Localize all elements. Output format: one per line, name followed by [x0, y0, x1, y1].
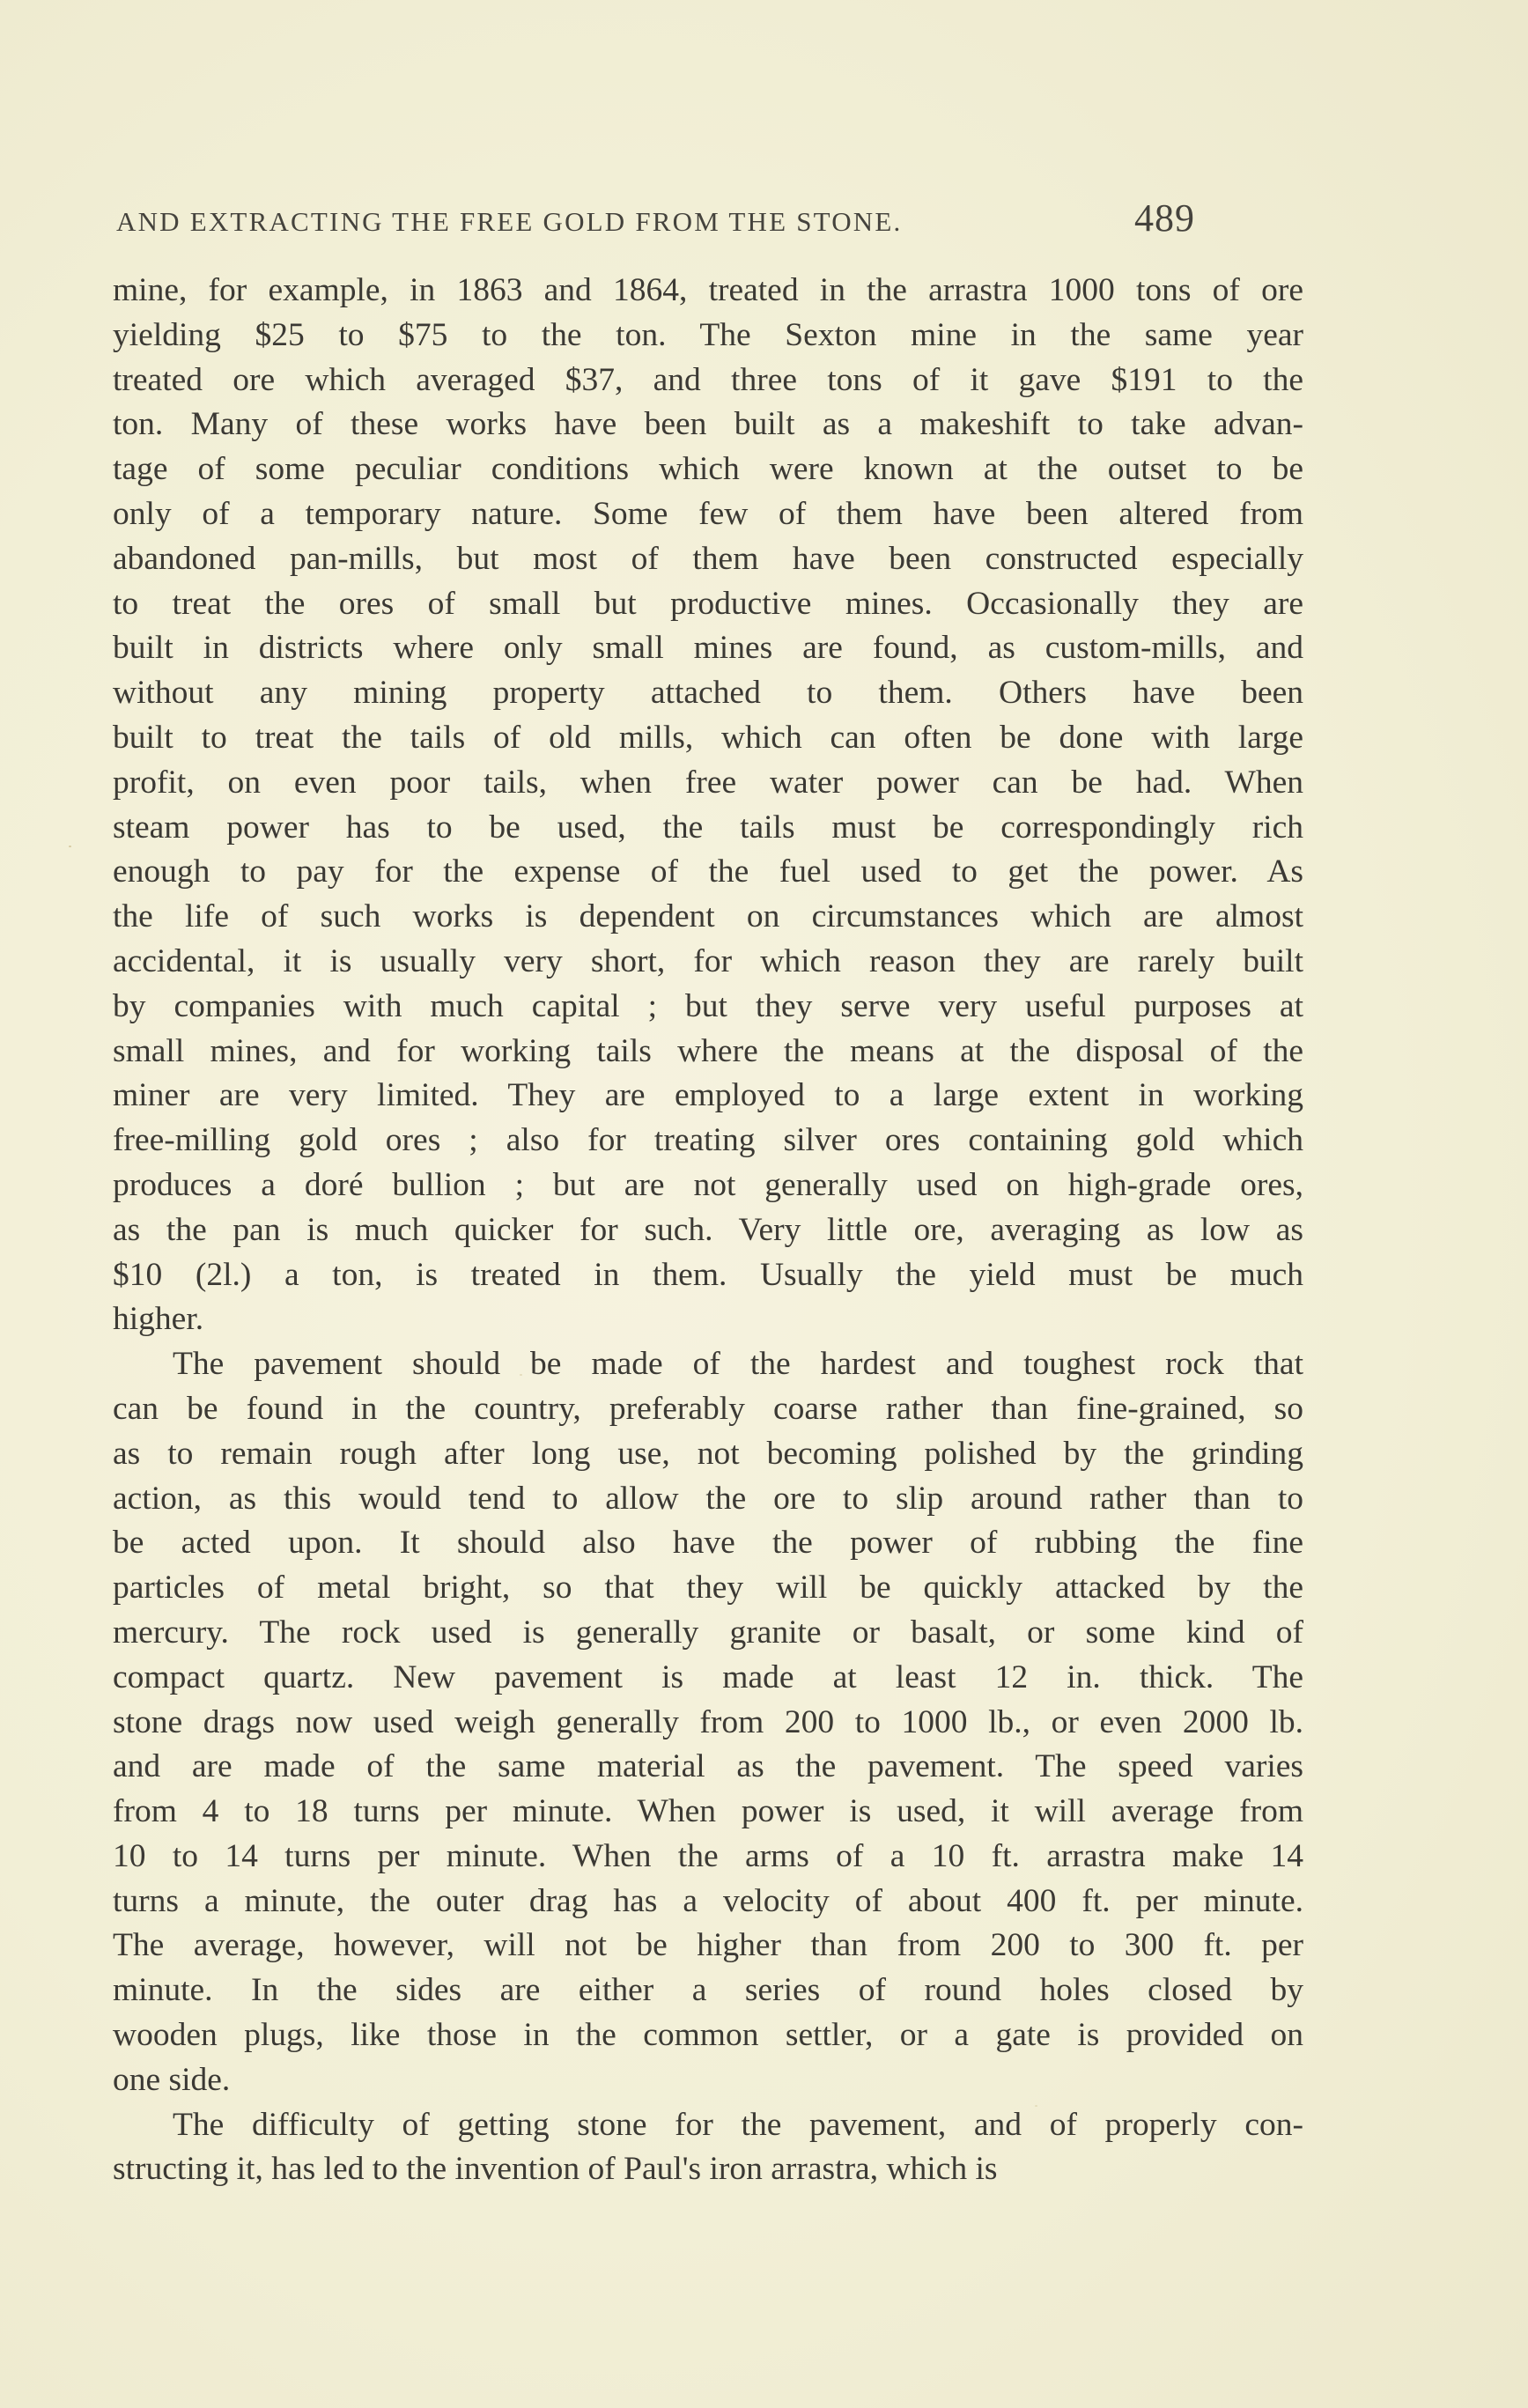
text-line: ton. Many of these works have been built as a makeshift to take advan- [113, 406, 1303, 443]
text-line: from 4 to 18 turns per minute. When power is used, it will average from [113, 1793, 1303, 1830]
text-line: mine, for example, in 1863 and 1864, treated in the arrastra 1000 tons of ore [113, 272, 1303, 308]
paper-speck [1035, 2105, 1037, 2107]
text-line: profit, on even poor tails, when free water power can be had. When [113, 764, 1303, 801]
text-line: only of a temporary nature. Some few of them have been altered from [113, 495, 1303, 532]
text-line: particles of metal bright, so that they will be quickly attacked by the [113, 1570, 1303, 1607]
text-line: built to treat the tails of old mills, which can often be done with large [113, 719, 1303, 756]
text-line: 10 to 14 turns per minute. When the arms of a 10 ft. arrastra make 14 [113, 1837, 1303, 1874]
text-line: to treat the ores of small but productive mines. Occasionally they are [113, 585, 1303, 622]
text-line: The average, however, will not be higher than from 200 to 300 ft. per [113, 1927, 1303, 1964]
text-line: as the pan is much quicker for such. Very little ore, averaging as low as [113, 1211, 1303, 1248]
text-line: free-milling gold ores ; also for treating silver ores containing gold which [113, 1122, 1303, 1159]
text-line: wooden plugs, like those in the common settler, or a gate is provided on [113, 2017, 1303, 2054]
text-line: yielding $25 to $75 to the ton. The Sexton mine in the same year [113, 316, 1303, 353]
text-line: steam power has to be used, the tails must be correspondingly rich [113, 809, 1303, 846]
running-title: AND EXTRACTING THE FREE GOLD FROM THE STONE. [116, 206, 903, 237]
text-line: be acted upon. It should also have the power of rubbing the fine [113, 1525, 1303, 1562]
text-line: abandoned pan-mills, but most of them have been constructed especially [113, 540, 1303, 577]
text-line: built in districts where only small mines are found, as custom-mills, and [113, 630, 1303, 667]
text-line: stone drags now used weigh generally from 200 to 1000 lb., or even 2000 lb. [113, 1703, 1303, 1740]
paragraph [113, 269, 1303, 1342]
text-line: action, as this would tend to allow the ore to slip around rather than to [113, 1480, 1303, 1517]
text-line: tage of some peculiar conditions which were known at the outset to be [113, 451, 1303, 488]
text-line: The pavement should be made of the hardest and toughest rock that [173, 1346, 1303, 1383]
text-line: one side. [113, 2061, 231, 2098]
text-line: accidental, it is usually very short, for which reason they are rarely built [113, 942, 1303, 979]
text-line: treated ore which averaged $37, and three tons of it gave $191 to the [113, 361, 1303, 398]
text-line: higher. [113, 1301, 204, 1338]
running-head [116, 196, 1195, 240]
text-line: and are made of the same material as the pavement. The speed varies [113, 1748, 1303, 1785]
text-line: The difficulty of getting stone for the pavement, and of properly con- [173, 2106, 1303, 2143]
text-line: miner are very limited. They are employed to a large extent in working [113, 1077, 1303, 1114]
paper-speck [520, 1374, 522, 1376]
text-line: structing it, has led to the invention of Paul's iron arrastra, which is [113, 2151, 998, 2188]
text-line: the life of such works is dependent on circumstances which are almost [113, 898, 1303, 935]
text-line: $10 (2l.) a ton, is treated in them. Usually the yield must be much [113, 1256, 1303, 1293]
text-line: minute. In the sides are either a series of round holes closed by [113, 1972, 1303, 2009]
text-line: compact quartz. New pavement is made at least 12 in. thick. The [113, 1658, 1303, 1695]
paragraph [113, 1342, 1303, 2103]
text-line: can be found in the country, preferably coarse rather than fine-grained, so [113, 1390, 1303, 1427]
text-line: by companies with much capital ; but they serve very useful purposes at [113, 987, 1303, 1024]
text-line: without any mining property attached to them. Others have been [113, 675, 1303, 712]
text-line: turns a minute, the outer drag has a velocity of about 400 ft. per minute. [113, 1882, 1303, 1919]
text-line: produces a doré bullion ; but are not generally used on high-grade ores, [113, 1166, 1303, 1203]
page-number: 489 [1134, 196, 1195, 240]
text-line: mercury. The rock used is generally granite or basalt, or some kind of [113, 1614, 1303, 1651]
text-line: small mines, and for working tails where the means at the disposal of the [113, 1032, 1303, 1069]
paragraph [113, 2103, 1303, 2193]
body-text [113, 269, 1303, 2192]
paper-speck [69, 846, 71, 847]
text-line: enough to pay for the expense of the fuel used to get the power. As [113, 853, 1303, 890]
text-line: as to remain rough after long use, not becoming polished by the grinding [113, 1435, 1303, 1472]
